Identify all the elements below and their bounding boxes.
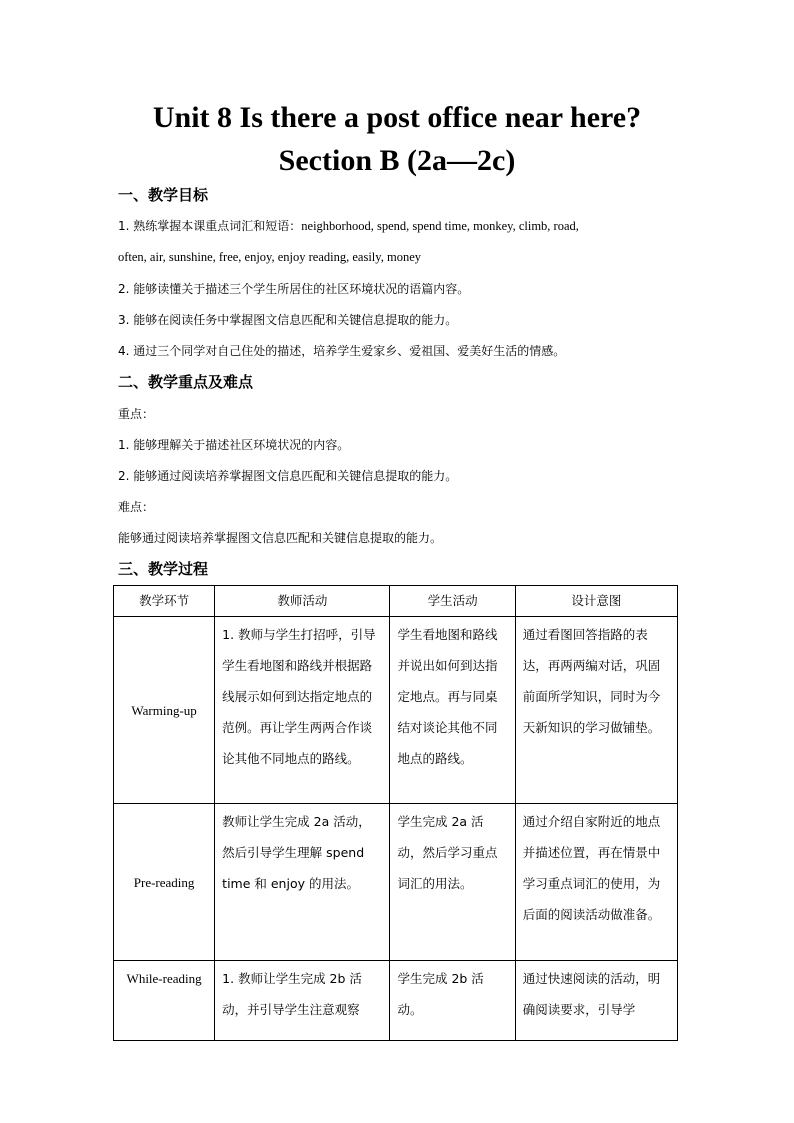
student-activity-cell: 学生看地图和路线并说出如何到达指定地点。再与同桌结对谈论其他不同地点的路线。 — [390, 617, 515, 804]
header-teacher-activity: 教师活动 — [215, 586, 390, 617]
design-intent-cell: 通过介绍自家附近的地点并描述位置，再在情景中学习重点词汇的使用，为后面的阅读活动做准备。 — [515, 804, 677, 961]
table-row — [114, 617, 678, 804]
objective-item-2: 2. 能够读懂关于描述三个学生所居住的社区环境状况的语篇内容。 — [118, 282, 470, 296]
header-design-intent: 设计意图 — [515, 586, 677, 617]
objective-item-3: 3. 能够在阅读任务中掌握图文信息匹配和关键信息提取的能力。 — [118, 313, 458, 327]
document-title: Unit 8 Is there a post office near here? — [152, 101, 642, 134]
difficult-label: 难点： — [118, 500, 155, 514]
objective-item-1-en-a: neighborhood, spend, spend time, monkey, climb, road, — [301, 219, 579, 233]
table-row — [114, 961, 678, 1041]
student-activity-cell: 学生完成 2a 活动，然后学习重点词汇的用法。 — [390, 804, 515, 961]
student-activity-cell: 学生完成 2b 活动。 — [390, 961, 515, 1041]
section-heading-objectives: 一、教学目标 — [118, 186, 209, 204]
section-heading-process: 三、教学过程 — [118, 560, 209, 578]
objective-item-4: 4. 通过三个同学对自己住处的描述，培养学生爱家乡、爱祖国、爱美好生活的情感。 — [118, 344, 566, 358]
objective-item-1-zh: 1. 熟练掌握本课重点词汇和短语： — [118, 219, 302, 233]
stage-cell: Warming-up — [114, 617, 215, 804]
key-item-2: 2. 能够通过阅读培养掌握图文信息匹配和关键信息提取的能力。 — [118, 469, 458, 483]
table-row — [114, 804, 678, 961]
section-heading-key-points: 二、教学重点及难点 — [118, 373, 254, 391]
objective-item-1 — [118, 218, 678, 234]
header-stage: 教学环节 — [114, 586, 215, 617]
teacher-activity-cell: 教师让学生完成 2a 活动，然后引导学生理解 spend time 和 enjoy 的用法。 — [215, 804, 390, 961]
teacher-activity-cell: 1. 教师与学生打招呼，引导学生看地图和路线并根据路线展示如何到达指定地点的范例。再让学生两两合作谈论其他不同地点的路线。 — [215, 617, 390, 804]
stage-cell: While-reading — [114, 961, 215, 1041]
design-intent-cell: 通过快速阅读的活动，明确阅读要求，引导学 — [515, 961, 677, 1041]
objective-item-1-en-b: often, air, sunshine, free, enjoy, enjoy reading, easily, money — [118, 250, 421, 264]
key-item-1: 1. 能够理解关于描述社区环境状况的内容。 — [118, 438, 350, 452]
table-header-row — [114, 586, 678, 617]
teacher-activity-cell: 1. 教师让学生完成 2b 活动，并引导学生注意观察 — [215, 961, 390, 1041]
design-intent-cell: 通过看图回答指路的表达，再两两编对话，巩固前面所学知识，同时为今天新知识的学习做铺垫。 — [515, 617, 677, 804]
teaching-process-table — [113, 585, 678, 1041]
document-subtitle: Section B (2a—2c) — [278, 144, 516, 177]
difficult-item-1: 能够通过阅读培养掌握图文信息匹配和关键信息提取的能力。 — [118, 531, 443, 545]
objective-item-1-cont — [118, 249, 678, 265]
key-label: 重点： — [118, 407, 155, 421]
stage-cell: Pre-reading — [114, 804, 215, 961]
header-student-activity: 学生活动 — [390, 586, 515, 617]
